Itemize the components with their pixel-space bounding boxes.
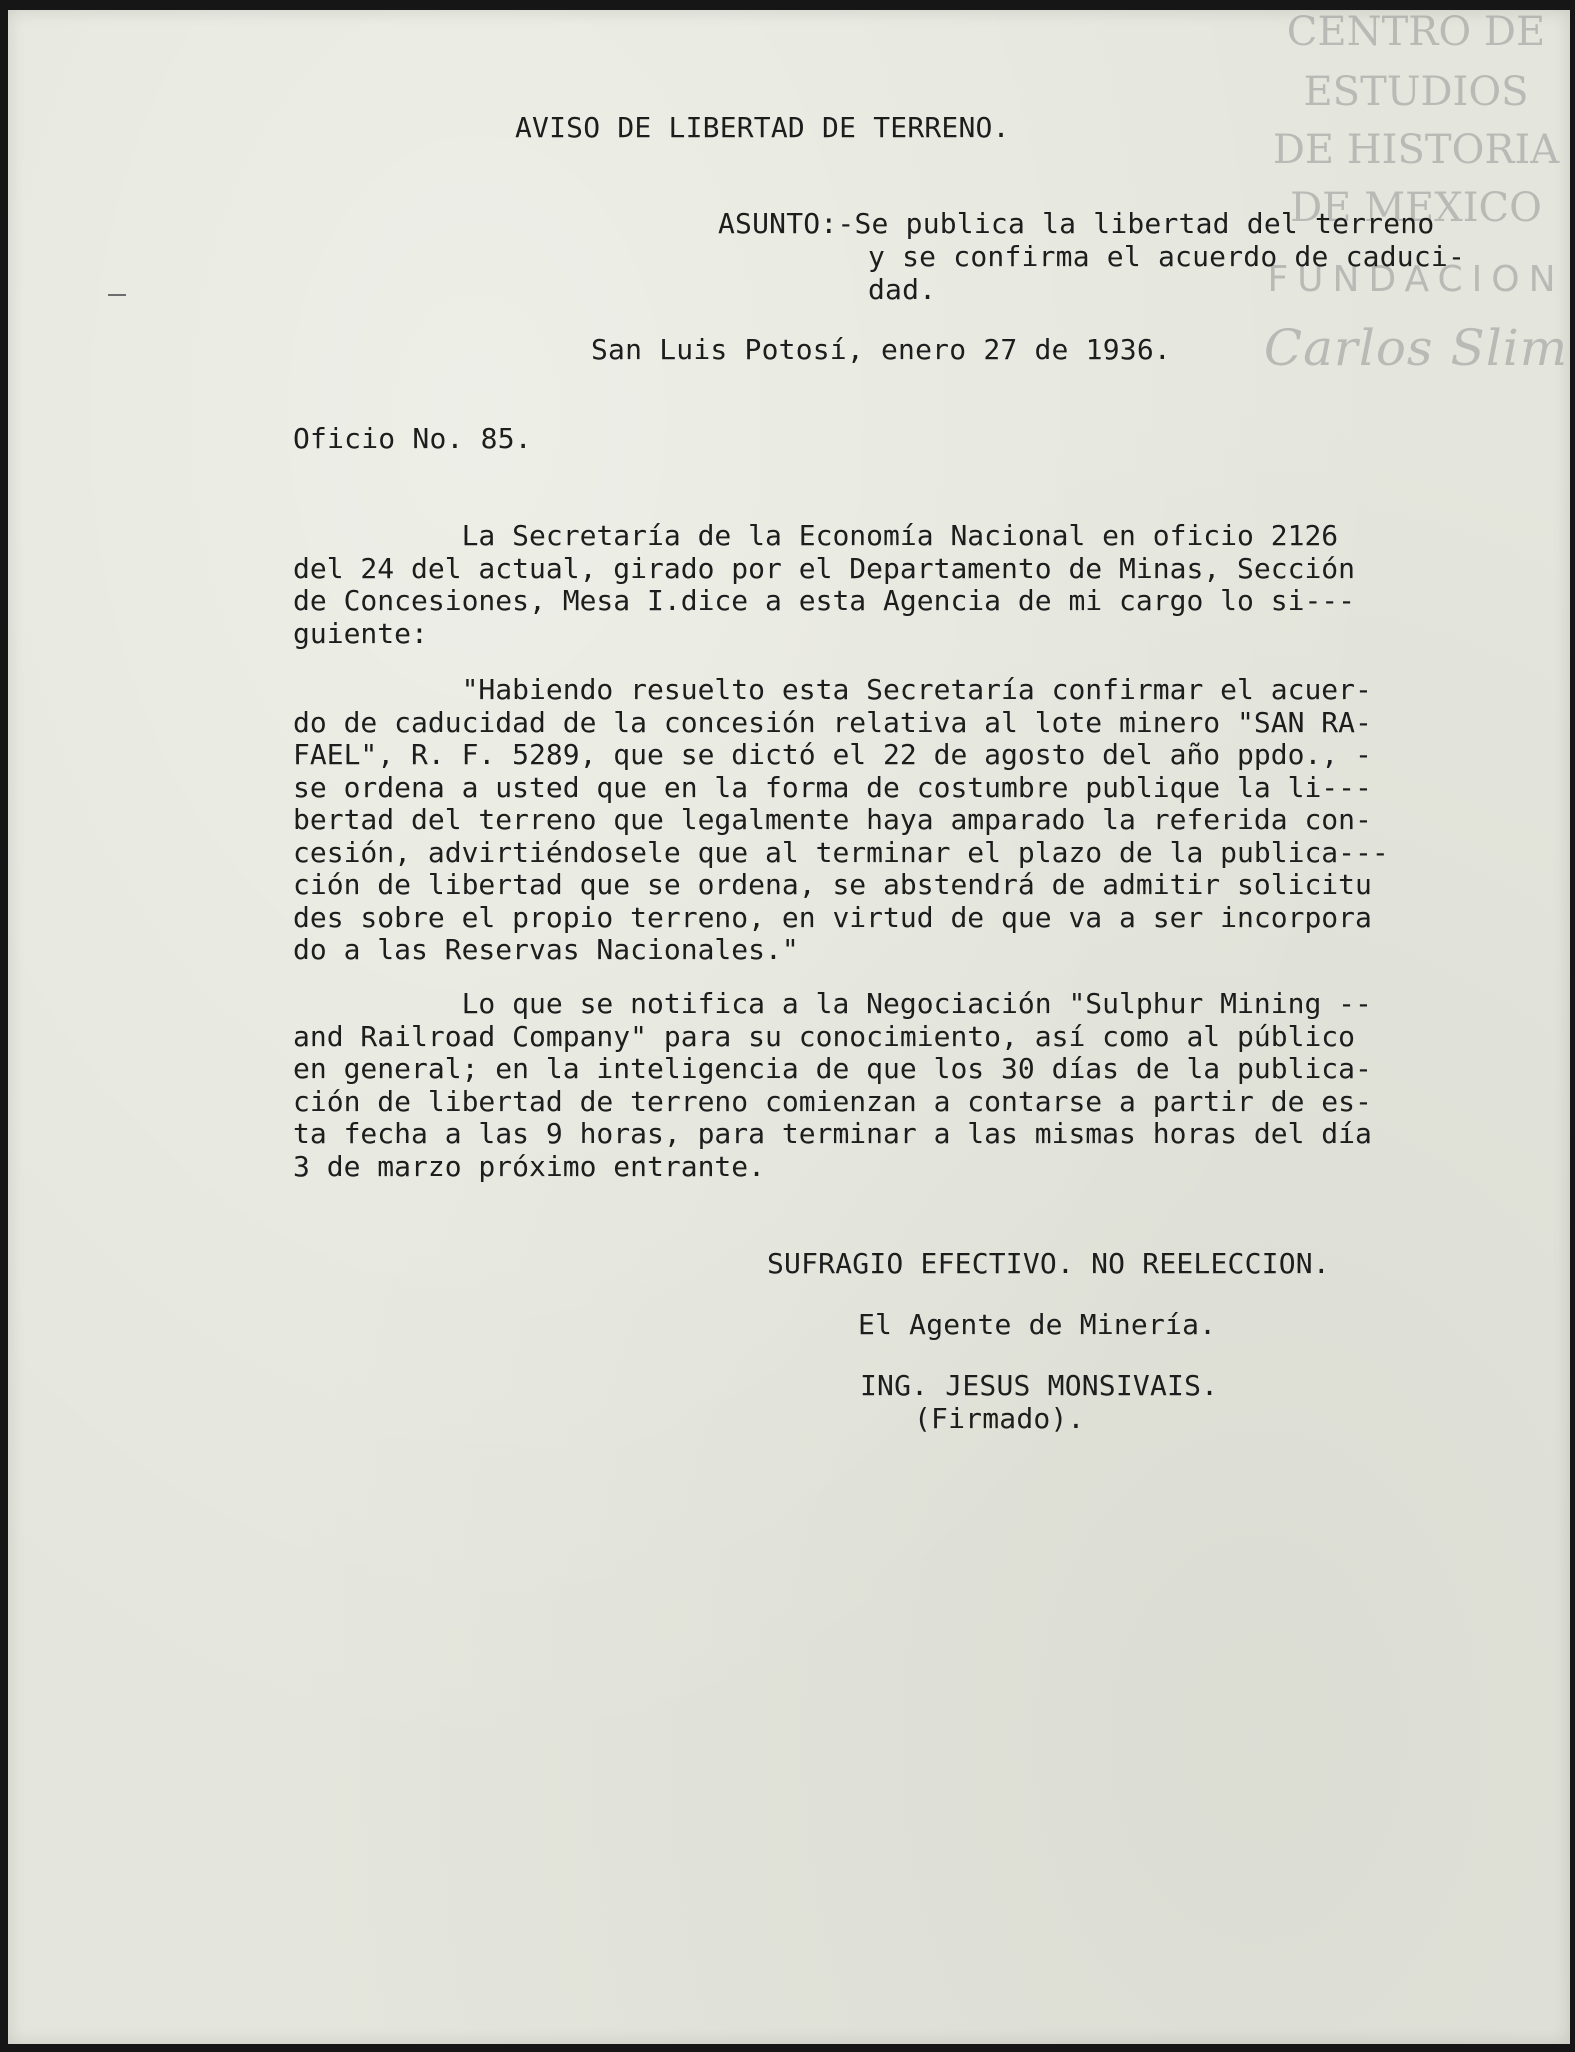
text-line: se ordena a usted que en la forma de costumbre publique la li--- bbox=[293, 770, 1372, 804]
text-line: and Railroad Company" para su conocimiento, así como al público bbox=[293, 1019, 1356, 1053]
signed-note: (Firmado). bbox=[914, 1402, 1085, 1435]
watermark-line: DE HISTORIA bbox=[1272, 127, 1560, 173]
text-line: FAEL", R. F. 5289, que se dictó el 22 de agosto del año ppdo., - bbox=[293, 738, 1372, 771]
document-title: AVISO DE LIBERTAD DE TERRENO. bbox=[515, 111, 1010, 144]
subject-line: y se confirma el acuerdo de caduci- bbox=[868, 240, 1466, 273]
watermark-line: FUNDACION bbox=[1267, 259, 1565, 300]
text-line: des sobre el propio terreno, en virtud de que va a ser incorpora bbox=[293, 900, 1372, 934]
watermark-line: ESTUDIOS bbox=[1303, 69, 1529, 115]
watermark-line: DE MEXICO bbox=[1290, 185, 1542, 231]
place-date: San Luis Potosí, enero 27 de 1936. bbox=[591, 333, 1171, 366]
text-line: ción de libertad de terreno comienzan a contarse a partir de es- bbox=[293, 1084, 1372, 1118]
text-line: ción de libertad que se ordena, se abstendrá de admitir solicitu bbox=[293, 868, 1372, 901]
text-line: do de caducidad de la concesión relativa al lote minero "SAN RA- bbox=[293, 705, 1372, 739]
text-line: do a las Reservas Nacionales." bbox=[293, 933, 799, 966]
text-line: ta fecha a las 9 horas, para terminar a las mismas horas del día bbox=[293, 1117, 1372, 1150]
text-line: guiente: bbox=[293, 616, 428, 650]
signer-name: ING. JESUS MONSIVAIS. bbox=[860, 1369, 1219, 1402]
signer-role: El Agente de Minería. bbox=[858, 1308, 1217, 1341]
text-line: cesión, advirtiéndosele que al terminar el plazo de la publica--- bbox=[293, 835, 1389, 869]
text-line: de Concesiones, Mesa I.dice a esta Agencia de mi cargo lo si--- bbox=[293, 584, 1356, 617]
paragraph-notification bbox=[293, 988, 1478, 1183]
text-line: 3 de marzo próximo entrante. bbox=[293, 1149, 766, 1183]
reference-number: Oficio No. 85. bbox=[293, 422, 532, 455]
text-line: del 24 del actual, girado por el Departamento de Minas, Sección bbox=[293, 551, 1356, 585]
subject-line: ASUNTO:-Se publica la libertad del terreno bbox=[718, 207, 1435, 240]
watermark-signature: Carlos Slim bbox=[1263, 319, 1569, 377]
motto: SUFRAGIO EFECTIVO. NO REELECCION. bbox=[767, 1247, 1330, 1280]
text-line: "Habiendo resuelto esta Secretaría confirmar el acuer- bbox=[293, 673, 1372, 706]
paragraph-intro bbox=[293, 520, 1478, 650]
text-line: Lo que se notifica a la Negociación "Sulphur Mining -- bbox=[293, 987, 1372, 1020]
paragraph-quote bbox=[293, 674, 1478, 967]
watermark-line: CENTRO DE bbox=[1286, 9, 1546, 55]
subject-line: dad. bbox=[868, 273, 937, 306]
text-line: La Secretaría de la Economía Nacional en oficio 2126 bbox=[293, 519, 1339, 552]
text-line: bertad del terreno que legalmente haya amparado la referida con- bbox=[293, 803, 1372, 836]
text-line: en general; en la inteligencia de que los 30 días de la publica- bbox=[293, 1052, 1372, 1085]
